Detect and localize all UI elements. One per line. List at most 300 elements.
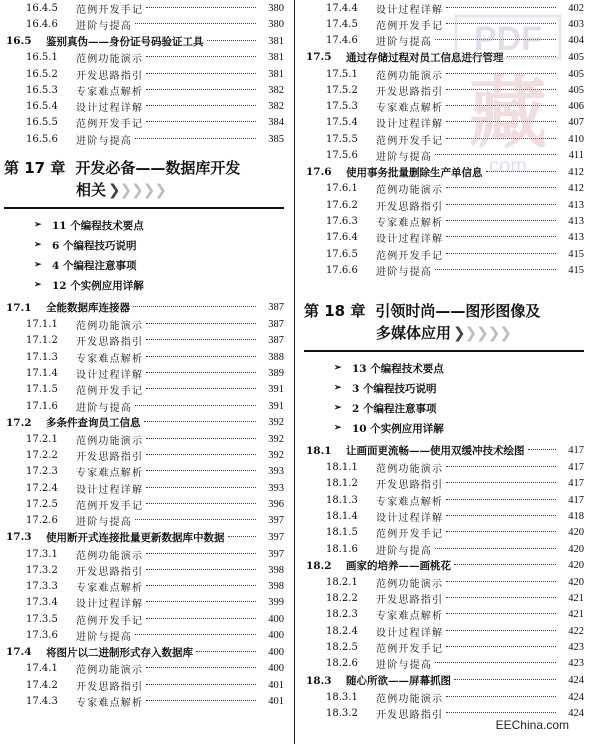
toc-title: 开发思路指引 <box>376 480 444 492</box>
toc-subsection-row[interactable] <box>304 246 584 262</box>
toc-number: 18.2.5 <box>326 642 358 654</box>
toc-page-number: 406 <box>568 101 584 113</box>
toc-leader-dots <box>454 678 556 680</box>
toc-title: 范例功能演示 <box>76 550 144 562</box>
chapter-summary-item <box>304 378 584 398</box>
toc-number: 17.2.4 <box>26 482 58 494</box>
toc-page-number: 424 <box>568 707 584 719</box>
toc-leader-dots <box>146 552 256 554</box>
toc-subsection-row[interactable] <box>304 591 584 607</box>
right-triangle-icon: ➢ <box>34 260 42 271</box>
toc-title: 画家的培养——画桃花 <box>346 560 451 573</box>
brand-footer: EEChina.com <box>495 718 569 732</box>
toc-page-number: 400 <box>268 663 284 675</box>
chapter-17-heading <box>4 157 284 209</box>
chevron-right-icon: ❯❯❯❯❯ <box>108 181 166 200</box>
toc-leader-dots <box>207 39 257 41</box>
toc-title: 随心所欲——屏幕抓图 <box>346 675 451 688</box>
toc-leader-dots <box>146 617 256 619</box>
toc-leader-dots <box>133 305 256 307</box>
toc-subsection-row[interactable] <box>4 546 284 562</box>
toc-number: 17.1.2 <box>26 335 58 347</box>
toc-subsection-row[interactable] <box>304 639 584 655</box>
toc-page-number: 387 <box>268 335 284 347</box>
toc-page-number: 400 <box>268 630 284 642</box>
toc-page-number: 398 <box>268 564 284 576</box>
toc-number: 17.6.5 <box>326 248 358 260</box>
toc-number: 18.1.4 <box>326 510 358 522</box>
toc-subsection-row[interactable] <box>304 508 584 524</box>
toc-title: 设计过程详解 <box>376 512 444 524</box>
toc-page-number: 400 <box>268 613 284 625</box>
chapter-summary-text: 11 个编程技术要点 <box>52 219 144 232</box>
toc-page-number: 407 <box>568 117 584 129</box>
toc-number: 17.1.4 <box>26 367 58 379</box>
toc-number: 16.5.6 <box>26 133 58 145</box>
toc-title: 多条件查询员工信息 <box>46 417 141 430</box>
toc-section-row[interactable] <box>4 33 284 50</box>
toc-number: 18.3 <box>306 674 332 687</box>
toc-page-number: 381 <box>268 52 284 64</box>
toc-page-number: 405 <box>568 68 584 80</box>
toc-title: 进阶与提高 <box>76 20 132 32</box>
toc-number: 18.2.6 <box>326 658 358 670</box>
toc-title: 进阶与提高 <box>376 660 432 672</box>
toc-number: 17.2.1 <box>26 433 58 445</box>
toc-subsection-row[interactable] <box>4 627 284 643</box>
toc-leader-dots <box>446 612 556 614</box>
chapter-title-line2: 相关 <box>76 181 107 200</box>
toc-leader-dots <box>435 547 556 549</box>
toc-leader-dots <box>146 338 256 340</box>
chapter-summary-item <box>304 358 584 378</box>
toc-title: 范例功能演示 <box>76 435 144 447</box>
toc-page-number: 384 <box>268 117 284 129</box>
toc-page-number: 397 <box>268 515 284 527</box>
toc-number: 16.5.1 <box>26 52 58 64</box>
toc-subsection-row[interactable] <box>304 492 584 508</box>
toc-title: 范例功能演示 <box>376 185 444 197</box>
toc-page-number: 404 <box>568 35 584 47</box>
toc-page-number: 411 <box>568 150 584 162</box>
chapter-summary-item <box>4 275 284 295</box>
toc-number: 18.3.2 <box>326 707 358 719</box>
toc-page-number: 413 <box>568 199 584 211</box>
toc-number: 17.6.2 <box>326 199 358 211</box>
toc-subsection-row[interactable] <box>4 513 284 529</box>
toc-number: 17.1.6 <box>26 400 58 412</box>
toc-page-number: 420 <box>568 543 584 555</box>
chapter-18-heading <box>304 300 584 352</box>
toc-subsection-row[interactable] <box>304 525 584 541</box>
toc-number: 17.2 <box>6 416 32 429</box>
toc-page-number: 402 <box>568 2 584 14</box>
toc-subsection-row[interactable] <box>304 262 584 278</box>
toc-title: 范例功能演示 <box>76 321 144 333</box>
toc-leader-dots <box>454 563 556 565</box>
toc-page-number: 380 <box>268 18 284 30</box>
toc-leader-dots <box>446 186 556 188</box>
toc-number: 17.4.5 <box>326 18 358 30</box>
toc-number: 17.4.3 <box>26 695 58 707</box>
toc-number: 18.1.3 <box>326 494 358 506</box>
toc-page-number: 387 <box>268 302 284 314</box>
toc-subsection-row[interactable] <box>4 316 284 332</box>
toc-title: 开发思路指引 <box>76 452 144 464</box>
toc-leader-dots <box>446 498 556 500</box>
toc-leader-dots <box>528 448 557 450</box>
toc-subsection-row[interactable] <box>304 181 584 197</box>
toc-subsection-row[interactable] <box>4 562 284 578</box>
toc-number: 18.1.5 <box>326 527 358 539</box>
chapter-title-line1: 开发必备——数据库开发 <box>75 159 241 178</box>
chapter-summary-item <box>4 215 284 235</box>
toc-number: 17.3 <box>6 531 32 544</box>
toc-leader-dots <box>146 666 256 668</box>
toc-title: 范例开发手记 <box>76 500 144 512</box>
toc-title: 范例功能演示 <box>76 54 144 66</box>
toc-subsection-row[interactable] <box>4 464 284 480</box>
toc-page-number: 401 <box>268 679 284 691</box>
toc-title: 鉴别真伪——身份证号码验证工具 <box>46 35 204 48</box>
toc-leader-dots <box>196 650 256 652</box>
toc-page-number: 420 <box>568 527 584 539</box>
toc-title: 范例开发手记 <box>376 250 444 262</box>
toc-page-number: 421 <box>568 609 584 621</box>
chapter-summary-text: 2 个编程注意事项 <box>352 402 437 415</box>
toc-title: 范例功能演示 <box>376 578 444 590</box>
watermark-site: com <box>489 155 527 177</box>
toc-number: 17.1 <box>6 301 32 314</box>
toc-number: 17.3.2 <box>26 564 58 576</box>
toc-number: 17.6.6 <box>326 264 358 276</box>
toc-section-row[interactable] <box>304 672 584 689</box>
toc-subsection-row[interactable] <box>4 677 284 693</box>
toc-title: 设计过程详解 <box>76 103 144 115</box>
toc-leader-dots <box>446 711 556 713</box>
toc-subsection-row[interactable] <box>4 16 284 32</box>
toc-number: 17.2.5 <box>26 498 58 510</box>
toc-title: 进阶与提高 <box>76 135 132 147</box>
toc-title: 专家难点解析 <box>76 353 144 365</box>
toc-subsection-row[interactable] <box>4 82 284 98</box>
chapter-summary-item <box>304 398 584 418</box>
toc-subsection-row[interactable] <box>4 480 284 496</box>
toc-leader-dots <box>135 633 256 635</box>
toc-subsection-row[interactable] <box>304 541 584 557</box>
toc-page-number: 380 <box>268 2 284 14</box>
toc-page-number: 417 <box>568 445 584 457</box>
chapter-17-bullets <box>4 209 284 299</box>
toc-title: 专家难点解析 <box>76 86 144 98</box>
toc-title: 范例开发手记 <box>76 615 144 627</box>
toc-title: 开发思路指引 <box>76 70 144 82</box>
toc-number: 16.5.5 <box>26 117 58 129</box>
toc-page-number: 381 <box>268 68 284 80</box>
toc-leader-dots <box>146 322 256 324</box>
toc-title: 范例开发手记 <box>76 386 144 398</box>
toc-section-row[interactable] <box>4 529 284 546</box>
toc-title: 开发思路指引 <box>376 86 444 98</box>
toc-title: 设计过程详解 <box>376 627 444 639</box>
toc-section-row[interactable] <box>304 442 584 459</box>
toc-title: 专家难点解析 <box>376 217 444 229</box>
toc-page-number: 396 <box>268 498 284 510</box>
toc-title: 设计过程详解 <box>76 599 144 611</box>
toc-subsection-row[interactable] <box>4 66 284 82</box>
toc-number: 17.4.6 <box>326 35 358 47</box>
toc-page-number: 412 <box>568 183 584 195</box>
toc-number: 17.1.3 <box>26 351 58 363</box>
toc-page-number: 391 <box>268 400 284 412</box>
toc-section-row[interactable] <box>304 557 584 574</box>
toc-section-row[interactable] <box>4 644 284 661</box>
chapter-summary-item <box>4 235 284 255</box>
toc-number: 18.3.1 <box>326 691 358 703</box>
toc-leader-dots <box>435 268 556 270</box>
toc-title: 范例开发手记 <box>376 20 444 32</box>
toc-leader-dots <box>135 404 256 406</box>
toc-leader-dots <box>446 695 556 697</box>
toc-leader-dots <box>435 661 556 663</box>
toc-page-number: 387 <box>268 319 284 331</box>
toc-number: 16.5.4 <box>26 101 58 113</box>
toc-leader-dots <box>146 437 256 439</box>
toc-title: 使用事务批量删除生产单信息 <box>346 166 483 179</box>
toc-subsection-row[interactable] <box>304 623 584 639</box>
toc-number: 17.6.4 <box>326 232 358 244</box>
toc-title: 开发思路指引 <box>76 566 144 578</box>
toc-leader-dots <box>446 219 556 221</box>
toc-subsection-row[interactable] <box>304 459 584 475</box>
toc-leader-dots <box>146 469 256 471</box>
toc-page-number: 410 <box>568 133 584 145</box>
toc-subsection-row[interactable] <box>4 579 284 595</box>
toc-leader-dots <box>446 465 556 467</box>
toc-number: 17.5.6 <box>326 150 358 162</box>
toc-number: 17.3.3 <box>26 581 58 593</box>
right-triangle-icon: ➢ <box>34 220 42 231</box>
toc-title: 将图片以二进制形式存入数据库 <box>46 646 193 659</box>
toc-number: 17.2.3 <box>26 466 58 478</box>
toc-leader-dots <box>446 514 556 516</box>
toc-title: 设计过程详解 <box>376 119 444 131</box>
toc-page-number: 424 <box>568 675 584 687</box>
right-triangle-icon: ➢ <box>34 240 42 251</box>
toc-number: 17.6.1 <box>326 183 358 195</box>
toc-page-number: 400 <box>268 646 284 658</box>
right-triangle-icon: ➢ <box>334 403 342 414</box>
toc-title: 进阶与提高 <box>376 266 432 278</box>
toc-page-number: 392 <box>268 433 284 445</box>
right-triangle-icon: ➢ <box>34 280 42 291</box>
toc-subsection-row[interactable] <box>4 611 284 627</box>
toc-subsection-row[interactable] <box>304 574 584 590</box>
toc-section-row[interactable] <box>4 299 284 316</box>
toc-title: 进阶与提高 <box>76 402 132 414</box>
toc-title: 专家难点解析 <box>76 468 144 480</box>
toc-leader-dots <box>146 600 256 602</box>
toc-section-row[interactable] <box>4 414 284 431</box>
chapter-summary-text: 13 个编程技术要点 <box>352 362 444 375</box>
toc-page-number: 423 <box>568 642 584 654</box>
toc-title: 范例功能演示 <box>376 464 444 476</box>
toc-page-number: 413 <box>568 232 584 244</box>
toc-title: 进阶与提高 <box>376 37 432 49</box>
toc-number: 18.2 <box>306 559 332 572</box>
toc-title: 设计过程详解 <box>376 4 444 16</box>
toc-page-number: 382 <box>268 84 284 96</box>
toc-subsection-row[interactable] <box>304 689 584 705</box>
toc-title: 专家难点解析 <box>76 697 144 709</box>
toc-title: 设计过程详解 <box>76 484 144 496</box>
toc-leader-dots <box>146 584 256 586</box>
toc-leader-dots <box>146 6 256 8</box>
toc-title: 范例功能演示 <box>376 693 444 705</box>
toc-subsection-row[interactable] <box>4 131 284 147</box>
toc-title: 范例功能演示 <box>376 70 444 82</box>
toc-number: 18.2.2 <box>326 593 358 605</box>
chapter-summary-text: 3 个编程技巧说明 <box>352 382 437 395</box>
toc-subsection-row[interactable] <box>4 398 284 414</box>
toc-title: 范例开发手记 <box>376 644 444 656</box>
toc-number: 18.2.1 <box>326 576 358 588</box>
toc-leader-dots <box>135 518 256 520</box>
toc-page-number: 393 <box>268 466 284 478</box>
toc-leader-dots <box>146 387 256 389</box>
toc-number: 18.1.2 <box>326 478 358 490</box>
toc-page-number: 381 <box>268 35 284 47</box>
toc-number: 17.5.2 <box>326 84 358 96</box>
toc-leader-dots <box>146 699 256 701</box>
toc-leader-dots <box>146 55 256 57</box>
toc-leader-dots <box>146 88 256 90</box>
toc-number: 17.4.1 <box>26 663 58 675</box>
toc-title: 让画面更流畅——使用双缓冲技术绘图 <box>346 445 525 458</box>
toc-leader-dots <box>146 502 256 504</box>
toc-page-number: 421 <box>568 593 584 605</box>
toc-page-number: 391 <box>268 384 284 396</box>
toc-page-number: 405 <box>568 51 584 63</box>
toc-title: 开发思路指引 <box>376 201 444 213</box>
chapter-summary-text: 12 个实例应用详解 <box>52 279 144 292</box>
toc-number: 18.1 <box>306 444 332 457</box>
left-column <box>4 0 284 710</box>
toc-leader-dots <box>146 453 256 455</box>
toc-subsection-row[interactable] <box>4 382 284 398</box>
toc-page-number: 420 <box>568 560 584 572</box>
toc-page-number: 424 <box>568 691 584 703</box>
toc-number: 16.5.2 <box>26 68 58 80</box>
chapter-18-bullets <box>304 352 584 442</box>
toc-subsection-row[interactable] <box>4 365 284 381</box>
toc-page-number: 389 <box>268 367 284 379</box>
toc-subsection-row[interactable] <box>4 98 284 114</box>
toc-subsection-row[interactable] <box>4 115 284 131</box>
toc-subsection-row[interactable] <box>4 0 284 16</box>
toc-page-number: 415 <box>568 248 584 260</box>
toc-number: 16.4.6 <box>26 18 58 30</box>
toc-page-number: 392 <box>268 450 284 462</box>
chapter-summary-item <box>4 255 284 275</box>
toc-leader-dots <box>144 420 257 422</box>
toc-subsection-row[interactable] <box>304 607 584 623</box>
toc-subsection-row[interactable] <box>4 693 284 709</box>
toc-subsection-row[interactable] <box>4 447 284 463</box>
toc-subsection-row[interactable] <box>4 349 284 365</box>
toc-title: 范例开发手记 <box>76 119 144 131</box>
toc-number: 16.5 <box>6 35 32 48</box>
toc-title: 范例开发手记 <box>376 529 444 541</box>
toc-subsection-row[interactable] <box>304 197 584 213</box>
right-rows <box>304 442 584 721</box>
toc-leader-dots <box>446 203 556 205</box>
toc-number: 17.4.2 <box>26 679 58 691</box>
toc-title: 使用断开式连接批量更新数据库中数据 <box>46 531 225 544</box>
toc-number: 17.3.4 <box>26 597 58 609</box>
toc-number: 17.6.3 <box>326 215 358 227</box>
toc-leader-dots <box>135 137 256 139</box>
toc-number: 17.4 <box>6 646 32 659</box>
toc-number: 17.5 <box>306 51 332 64</box>
toc-subsection-row[interactable] <box>4 595 284 611</box>
toc-page-number: 397 <box>268 548 284 560</box>
toc-leader-dots <box>146 72 256 74</box>
toc-number: 17.6 <box>306 166 332 179</box>
toc-title: 开发思路指引 <box>76 337 144 349</box>
toc-subsection-row[interactable] <box>304 230 584 246</box>
toc-subsection-row[interactable] <box>4 661 284 677</box>
toc-page-number: 403 <box>568 18 584 30</box>
toc-title: 通过存储过程对员工信息进行管理 <box>346 51 504 64</box>
toc-title: 范例开发手记 <box>76 4 144 16</box>
toc-page-number: 398 <box>268 581 284 593</box>
toc-subsection-row[interactable] <box>4 333 284 349</box>
chevron-right-icon: ❯❯❯❯❯ <box>453 324 511 343</box>
toc-page-number: 417 <box>568 462 584 474</box>
toc-leader-dots <box>146 371 256 373</box>
toc-page-number: 418 <box>568 510 584 522</box>
toc-number: 17.5.1 <box>326 68 358 80</box>
toc-subsection-row[interactable] <box>4 496 284 512</box>
toc-title: 范例开发手记 <box>376 135 444 147</box>
toc-number: 17.5.3 <box>326 101 358 113</box>
toc-subsection-row[interactable] <box>304 656 584 672</box>
toc-leader-dots <box>146 355 256 357</box>
toc-leader-dots <box>446 235 556 237</box>
toc-subsection-row[interactable] <box>4 50 284 66</box>
toc-subsection-row[interactable] <box>304 476 584 492</box>
toc-page-number: 405 <box>568 84 584 96</box>
toc-number: 17.2.6 <box>26 515 58 527</box>
chapter-number: 第 17 章 <box>4 159 66 178</box>
toc-subsection-row[interactable] <box>304 213 584 229</box>
toc-leader-dots <box>446 629 556 631</box>
right-triangle-icon: ➢ <box>334 363 342 374</box>
toc-page-number: 385 <box>268 133 284 145</box>
chapter-title-line2: 多媒体应用 <box>376 324 452 343</box>
right-triangle-icon: ➢ <box>334 423 342 434</box>
toc-leader-dots <box>146 486 256 488</box>
toc-number: 16.5.3 <box>26 84 58 96</box>
toc-page-number: 417 <box>568 478 584 490</box>
toc-title: 进阶与提高 <box>376 545 432 557</box>
toc-leader-dots <box>146 104 256 106</box>
toc-leader-dots <box>146 568 256 570</box>
toc-number: 17.4.4 <box>326 2 358 14</box>
left-top-rows <box>4 0 284 147</box>
toc-subsection-row[interactable] <box>4 431 284 447</box>
